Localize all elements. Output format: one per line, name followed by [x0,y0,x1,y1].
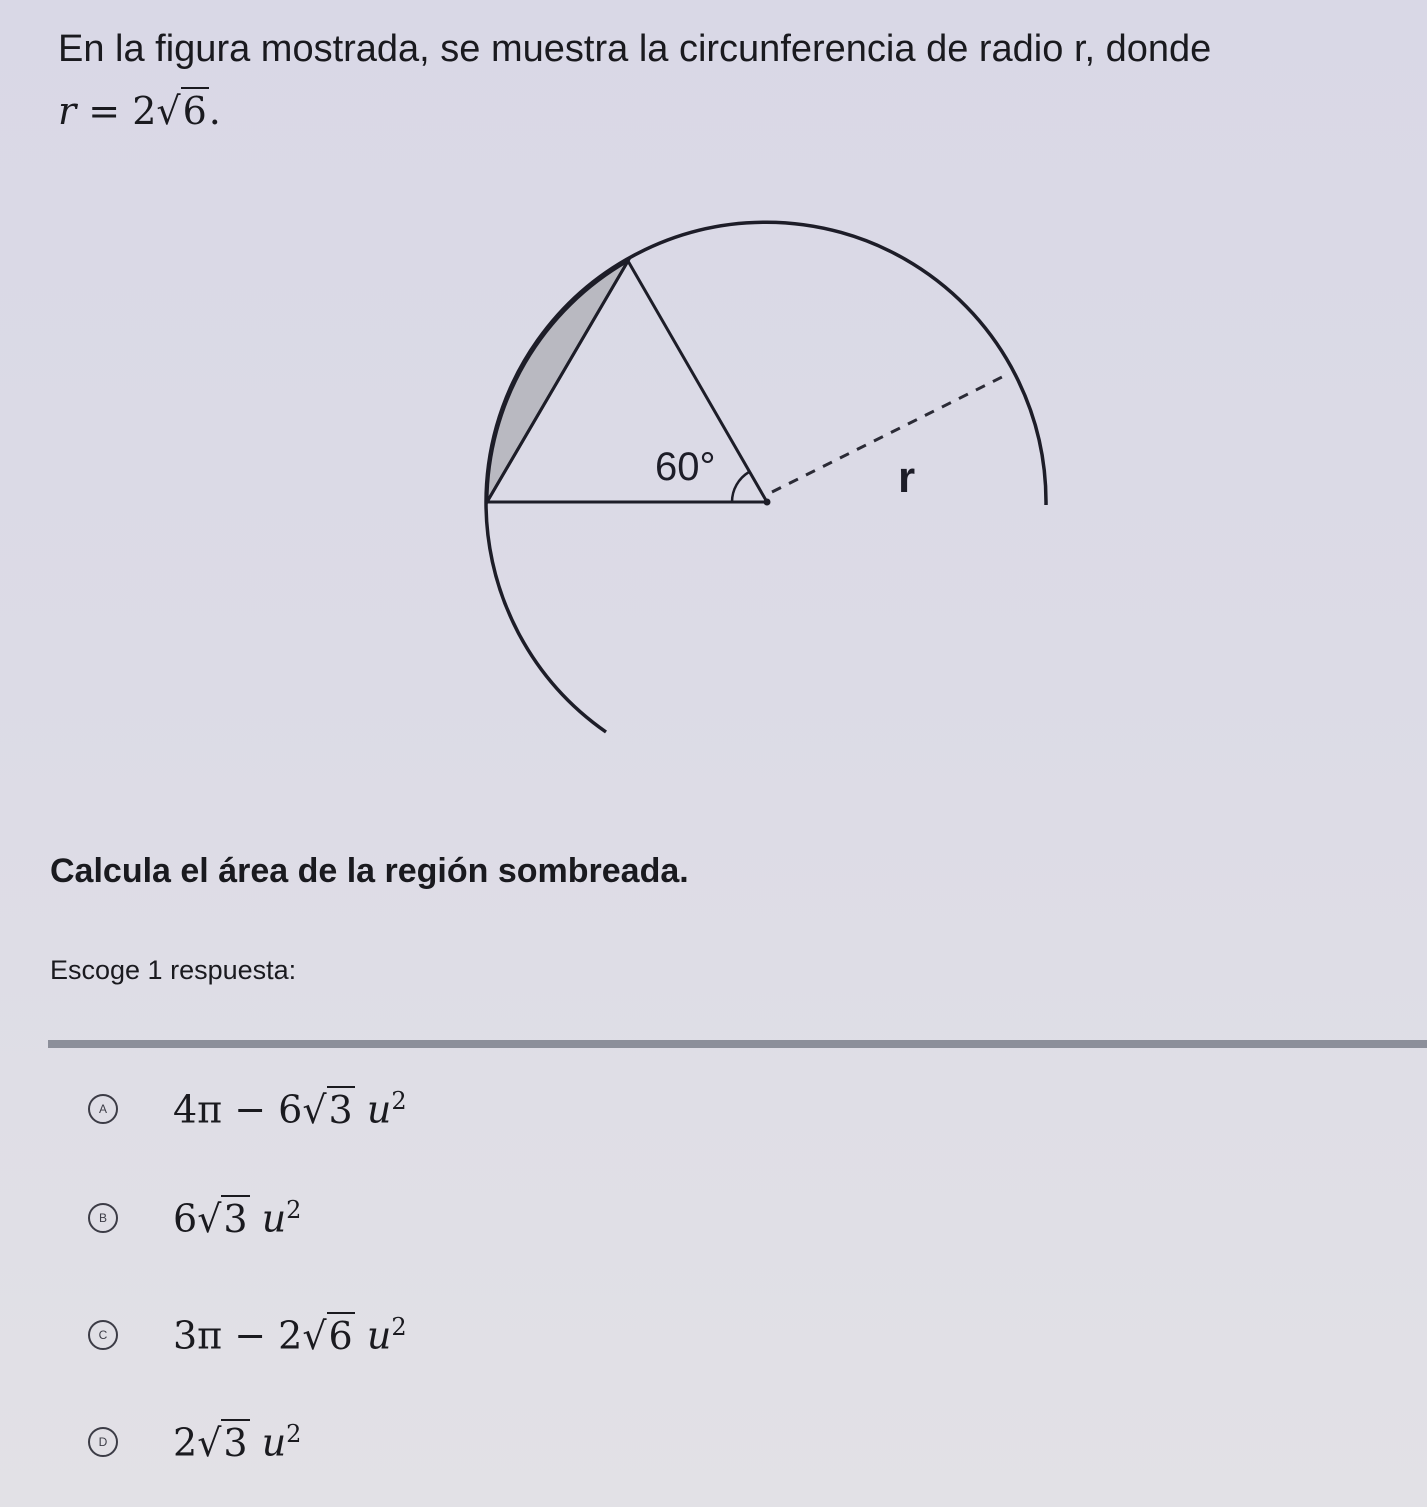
sqrt-sign: √ [302,1313,327,1358]
instruction-text: Escoge 1 respuesta: [50,955,297,985]
choice-radicand: 6 [328,1313,353,1358]
equation-variable: r [58,89,77,133]
choice-exponent: 2 [286,1196,302,1224]
equation-radicand: 6 [182,89,207,133]
center-point [764,499,771,506]
choice-radicand: 3 [223,1420,248,1465]
choice-a[interactable] [88,1087,407,1132]
choice-unit: u [261,1196,287,1241]
choice-unit: u [366,1313,392,1358]
sqrt-expression [302,1314,354,1358]
radio-b[interactable] [88,1203,118,1233]
chord-line [487,261,628,502]
sqrt-expression [197,1197,249,1241]
choice-text [173,1087,407,1132]
angle-arc [732,472,749,502]
radio-c[interactable] [88,1320,118,1350]
choice-text [173,1420,301,1465]
choice-unit: u [261,1420,287,1465]
choice-radicand: 3 [223,1196,248,1241]
equation-coefficient: 2 [132,89,157,133]
radio-letter: D [98,1435,108,1450]
choice-text [173,1313,407,1358]
choice-unit: u [366,1087,392,1132]
radio-d[interactable] [88,1427,118,1457]
problem-text: En la figura mostrada, se muestra la circunferencia de radio r, donde [58,28,1212,70]
choice-exponent: 2 [286,1420,302,1448]
choice-c[interactable] [88,1313,407,1358]
choice-prefix: 2 [173,1420,198,1465]
sqrt-sign: √ [197,1420,222,1465]
circle-arc [486,222,1046,732]
sqrt-expression [302,1088,354,1132]
question-text: Calcula el área de la región sombreada. [50,852,689,890]
radio-a[interactable] [88,1094,118,1124]
sqrt-sign: √ [156,89,181,133]
equation-period: . [208,89,221,133]
choice-exponent: 2 [391,1087,407,1115]
sqrt-sign: √ [197,1196,222,1241]
radio-letter: B [98,1211,107,1226]
angle-label: 60° [655,445,716,489]
choice-b[interactable] [88,1196,301,1241]
radius-dashed-line [772,374,1008,492]
divider [48,1040,1427,1048]
choice-prefix: 4π − 6 [173,1087,303,1132]
radio-letter: C [98,1328,108,1343]
choice-radicand: 3 [328,1087,353,1132]
sqrt-sign: √ [302,1087,327,1132]
choice-prefix: 6 [173,1196,198,1241]
radius-label: r [898,453,916,502]
choice-prefix: 3π − 2 [173,1313,303,1358]
sqrt-expression [197,1421,249,1465]
choice-text [173,1196,301,1241]
choice-exponent: 2 [391,1313,407,1341]
radio-letter: A [98,1102,107,1117]
equation-equals: = [88,89,121,133]
choice-d[interactable] [88,1420,301,1465]
